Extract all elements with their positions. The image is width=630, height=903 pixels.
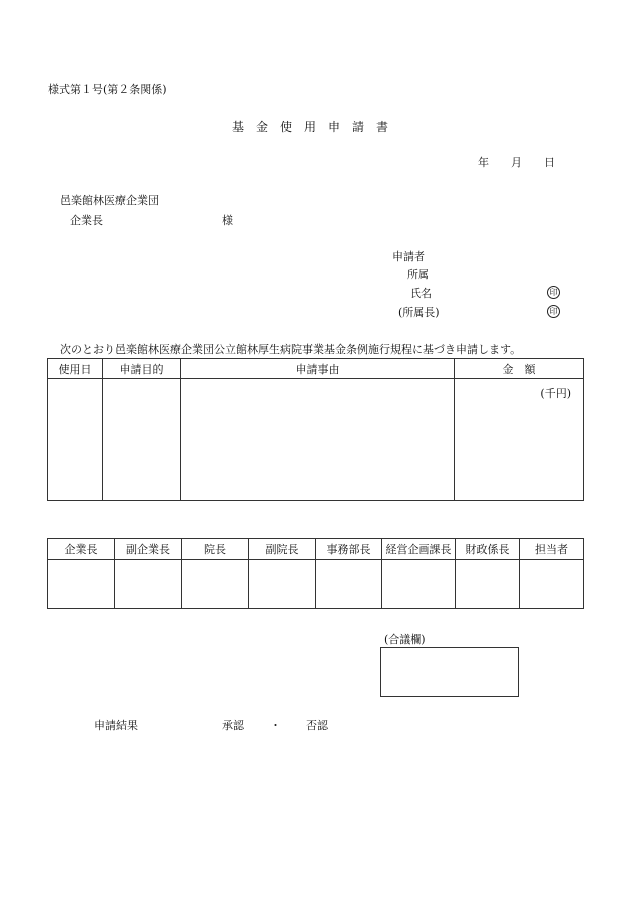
stamp-cell[interactable] — [316, 560, 382, 609]
stamp-cell[interactable] — [182, 560, 249, 609]
name-label: 氏名 — [410, 287, 432, 300]
header-vice-director: 副院長 — [249, 539, 316, 560]
request-table — [47, 358, 584, 501]
header-ceo: 企業長 — [48, 539, 115, 560]
applicant-heading: 申請者 — [392, 250, 425, 263]
statement: 次のとおり邑楽館林医療企業団公立館林厚生病院事業基金条例施行規程に基づき申請します。 — [60, 343, 522, 356]
affiliation-label: 所属 — [407, 268, 429, 281]
addressee-organization: 邑楽館林医療企業団 — [60, 194, 159, 207]
header-reason: 申請事由 — [181, 359, 455, 379]
header-staff: 担当者 — [520, 539, 584, 560]
document-title: 基 金 使 用 申 請 書 — [232, 120, 389, 134]
department-head-label: (所属長) — [398, 306, 440, 319]
name-seal-mark — [547, 285, 560, 299]
header-finance-chief: 財政係長 — [456, 539, 520, 560]
consultation-label: (合議欄) — [384, 633, 426, 646]
addressee-title: 企業長 — [70, 214, 103, 227]
date-line: 年 月 日 — [478, 156, 555, 169]
addressee-honorific: 様 — [222, 214, 233, 227]
header-purpose: 申請目的 — [103, 359, 181, 379]
result-separator: ・ — [270, 719, 281, 732]
stamp-cell[interactable] — [456, 560, 520, 609]
request-table-header — [48, 359, 584, 379]
amount-unit: (千円) — [540, 387, 571, 400]
form-number: 様式第１号(第２条関係) — [48, 83, 167, 96]
result-label: 申請結果 — [94, 719, 138, 732]
seal-icon: 印 — [547, 286, 560, 299]
purpose-cell[interactable] — [103, 379, 181, 501]
amount-cell[interactable] — [455, 379, 584, 501]
header-planning-manager: 経営企画課長 — [382, 539, 456, 560]
reason-cell[interactable] — [181, 379, 455, 501]
stamp-cell[interactable] — [382, 560, 456, 609]
stamp-cell[interactable] — [520, 560, 584, 609]
consultation-box[interactable] — [380, 647, 519, 697]
approval-table-header — [48, 539, 584, 560]
use-date-cell[interactable] — [48, 379, 103, 501]
approval-table — [47, 538, 584, 609]
request-table-row — [48, 379, 584, 501]
header-admin-director: 事務部長 — [316, 539, 382, 560]
stamp-cell[interactable] — [115, 560, 182, 609]
result-approved[interactable]: 承認 — [222, 719, 244, 732]
approval-stamp-row — [48, 560, 584, 609]
head-seal-mark — [547, 304, 560, 318]
header-hospital-director: 院長 — [182, 539, 249, 560]
result-rejected[interactable]: 否認 — [306, 719, 328, 732]
seal-icon: 印 — [547, 305, 560, 318]
stamp-cell[interactable] — [249, 560, 316, 609]
header-use-date: 使用日 — [48, 359, 103, 379]
header-amount: 金 額 — [455, 359, 584, 379]
stamp-cell[interactable] — [48, 560, 115, 609]
header-vice-ceo: 副企業長 — [115, 539, 182, 560]
